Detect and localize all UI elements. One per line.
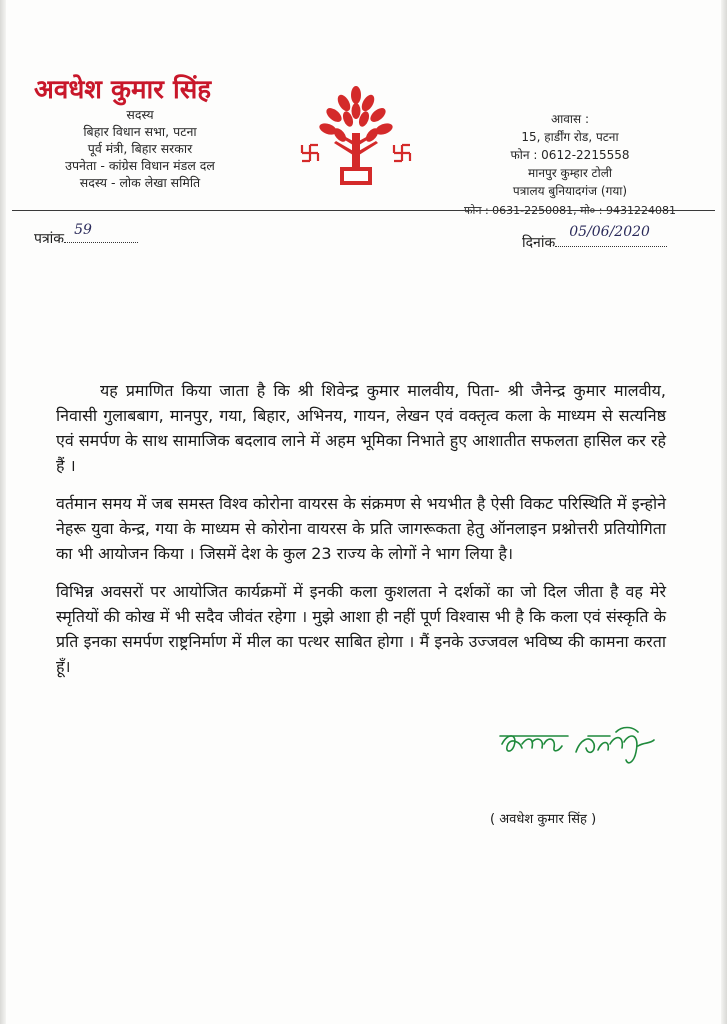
address-line: फोन : 0631-2250081, मो० : 9431224081 [464,204,676,217]
reference-value: 59 [74,222,92,238]
body-paragraph: विभिन्न अवसरों पर आयोजित कार्यक्रमों में इनकी कला कुशलता ने दर्शकों का जो दिल जीता है वह मेरे स्मृतियों की कोख में भी सदैव जीवंत रहेगा । मुझे आशा ही नहीं पूर्ण विश्वास भी है कि कला एवं संस्कृति के प्रति इनका समर्पण राष्ट्रनिर्माण में मील का पत्थर साबित होगा । मैं इनके उज्जवल भविष्य की कामना करता हूँ। [56,582,666,676]
sender-address [440,110,700,220]
designation-line: सदस्य - लोक लेखा समिति [79,175,201,190]
scan-edge-left [0,0,6,1024]
header-divider [12,210,715,211]
reference-label: पत्रांक [34,231,65,247]
letter-body [56,378,666,692]
address-line: फोन : 0612-2215558 [510,148,630,162]
reference-dotted-field [64,222,138,243]
designation-line: सदस्य [126,107,154,122]
date-label: दिनांक [522,235,556,251]
address-line: मानपुर कुम्हार टोली [528,166,612,180]
designation-line: बिहार विधान सभा, पटना [83,124,197,139]
date-dotted-field [555,224,667,247]
body-paragraph: यह प्रमाणित किया जाता है कि श्री शिवेन्द्र कुमार मालवीय, पिता- श्री जैनेन्द्र कुमार मालवीय, निवासी गुलाबबाग, मानपुर, गया, बिहार, अभिनय, गायन, लेखन एवं वक्तृत्व कला के माध्यम से सत्यनिष्ठ एवं समर्पण के साथ सामाजिक बदलाव लाने में अहम भूमिका निभाते हुए आशातीत सफलता हासिल कर रहे हैं । [56,381,666,475]
designation-line: उपनेता - कांग्रेस विधान मंडल दल [65,158,215,173]
printed-signatory-name: ( अवधेश कुमार सिंह ) [490,812,597,827]
address-line: पत्रालय बुनियादगंज (गया) [512,184,628,198]
reference-number [34,222,138,248]
sender-name: अवधेश कुमार सिंह [34,75,212,105]
letter-date [522,224,667,252]
address-line: आवास : [550,112,589,126]
scan-edge-right [721,0,727,1024]
address-line: 15, हार्डींग रोड, पटना [521,130,619,144]
body-paragraph: वर्तमान समय में जब समस्त विश्व कोरोना वायरस के संक्रमण से भयभीत है ऐसी विकट परिस्थिति में इन्होने नेहरू युवा केन्द्र, गया के माध्यम से कोरोना वायरस के प्रति जागरूकता हेतु ऑनलाइन प्रश्नोत्तरी प्रतियोगिता का भी आयोजन किया । जिसमें देश के कुल 23 राज्य के लोगों ने भाग लिया है। [56,494,666,563]
date-value: 05/06/2020 [569,224,650,240]
designation-line: पूर्व मंत्री, बिहार सरकार [87,141,193,156]
bodhi-tree-emblem-icon [300,85,412,193]
sender-designations [40,106,240,191]
handwritten-signature [498,722,658,772]
